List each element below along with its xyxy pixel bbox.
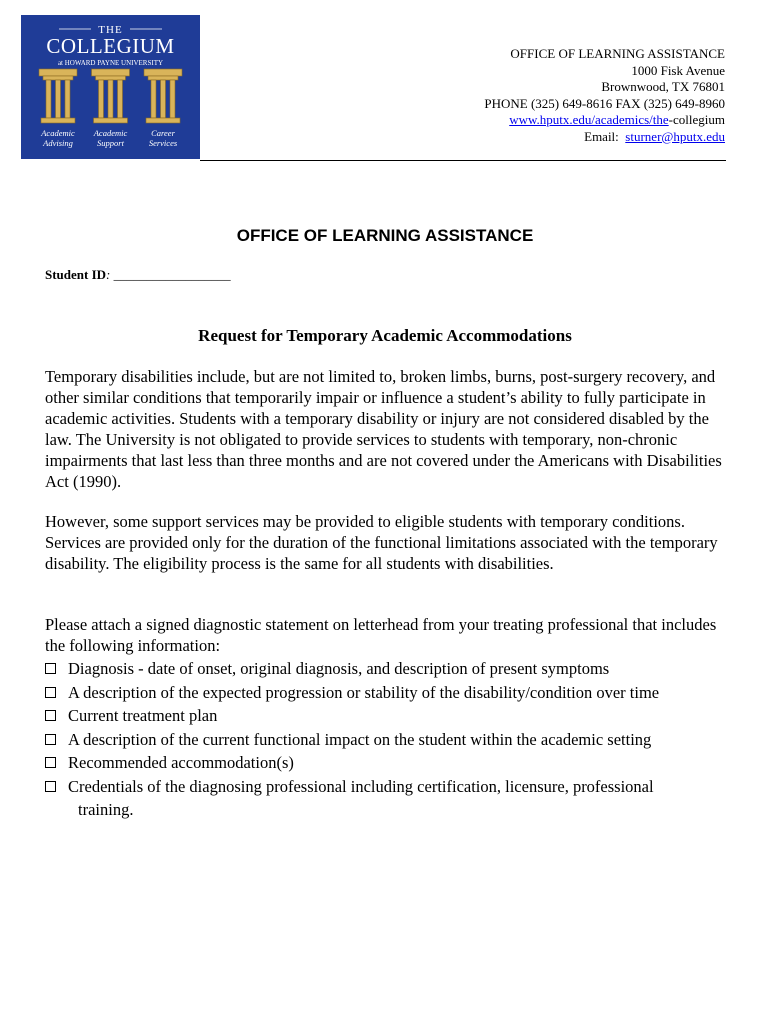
checklist-item-text: Recommended accommodation(s) [68, 753, 294, 772]
student-id-colon: : [106, 267, 111, 282]
paragraph-support-services: However, some support services may be provided to eligible students with temporary conditions. Services are provided only for the duration of the functional limitations associated with the temporary disability. The eligibility process is the same for all students with disabilities. [45, 512, 718, 573]
checklist-item-text: A description of the expected progression or stability of the disability/condition over time [68, 682, 660, 702]
checkbox[interactable] [45, 781, 56, 792]
office-city: Brownwood, TX 76801 [601, 79, 725, 94]
logo-the: THE [98, 24, 123, 36]
requirements-checklist [45, 657, 745, 822]
pillar-1-top: Academic [41, 128, 75, 138]
office-url-rest: -collegium [668, 112, 725, 127]
page-heading: OFFICE OF LEARNING ASSISTANCE [236, 226, 534, 245]
checklist-item [45, 775, 745, 822]
checkbox[interactable] [45, 687, 56, 698]
checklist-item-text: Diagnosis - date of onset, original diagnosis, and description of present symptoms [68, 659, 610, 678]
office-name: OFFICE OF LEARNING ASSISTANCE [510, 46, 725, 61]
checkbox[interactable] [45, 710, 56, 721]
checkbox[interactable] [45, 663, 56, 674]
office-street: 1000 Fisk Avenue [631, 62, 725, 78]
office-contact-block [484, 46, 725, 145]
student-id-field[interactable] [45, 267, 231, 283]
checklist-item [45, 704, 745, 728]
pillar-2-top: Academic [93, 128, 128, 138]
logo-university: at HOWARD PAYNE UNIVERSITY [57, 59, 164, 67]
office-email-line [484, 129, 725, 146]
logo-collegium: COLLEGIUM [46, 34, 175, 58]
checklist-item [45, 657, 745, 681]
checklist-item-text: Credentials of the diagnosing professional including certification, licensure, professional [68, 776, 654, 796]
office-phone: PHONE (325) 649-8616 FAX (325) 649-8960 [484, 95, 725, 111]
student-id-blank[interactable]: __________________ [110, 267, 231, 282]
office-url-link[interactable]: www.hputx.edu/academics/the [509, 112, 669, 127]
header-divider [200, 160, 726, 161]
checklist-item [45, 681, 745, 705]
checklist-item [45, 751, 745, 775]
checklist-item-text: Current treatment plan [68, 706, 218, 725]
email-label: Email: [584, 128, 626, 144]
form-title: Request for Temporary Academic Accommodations [198, 326, 572, 345]
checkbox[interactable] [45, 734, 56, 745]
checklist-item-continuation: training. [78, 800, 134, 819]
pillar-icon [39, 69, 77, 123]
email-link[interactable]: sturner@hputx.edu [625, 128, 725, 144]
paragraph-attach-statement: Please attach a signed diagnostic statement on letterhead from your treating professional that includes the following information: [45, 615, 717, 655]
pillar-icon [92, 69, 130, 123]
pillar-3-bottom: Services [148, 138, 178, 148]
student-id-label: Student ID [45, 267, 107, 282]
office-url-line [484, 112, 725, 129]
pillar-1-bottom: Advising [43, 138, 73, 148]
paragraph-temporary-disabilities: Temporary disabilities include, but are not limited to, broken limbs, burns, post-surgery recovery, and other similar conditions that temporarily impair or influence a student’s ability to fully participate in academic activities. Students with a temporary disability or injury are not considered disabled by the law. The University is not obligated to provide services to students with temporary, non-chronic impairments that last less than three months and are not covered under the Americans with Disabilities Act (1990). [45, 367, 722, 491]
checklist-item-text: A description of the current functional impact on the student within the academic setting [68, 729, 652, 749]
pillar-3-top: Career [151, 128, 175, 138]
pillar-2-bottom: Support [97, 138, 124, 148]
collegium-logo [21, 15, 200, 159]
pillar-icon [144, 69, 182, 123]
checkbox[interactable] [45, 757, 56, 768]
checklist-item [45, 728, 745, 752]
